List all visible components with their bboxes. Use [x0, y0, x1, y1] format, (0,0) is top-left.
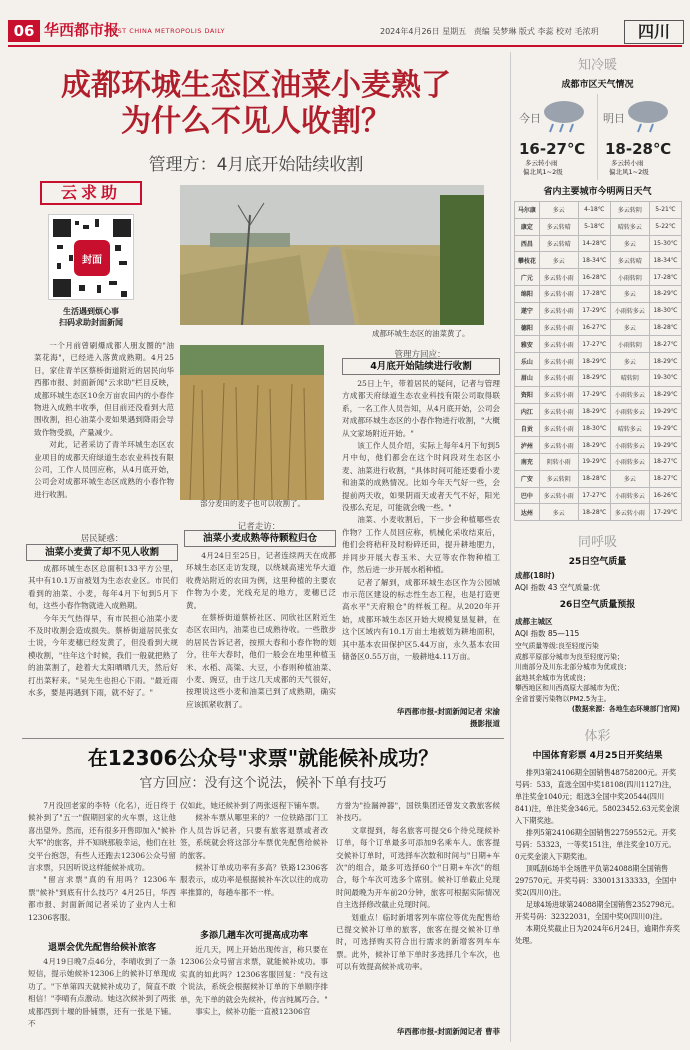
city-weather-row — [515, 487, 682, 504]
story1-headline-line2: 为什么不见人收割？ — [121, 104, 391, 139]
air-line1: 成都平原部分城市为良至轻度污染； — [515, 652, 624, 661]
weather-cell: 19-29℃ — [649, 403, 681, 420]
lottery-p5: 本期兑奖截止日为2024年6月24日，逾期作弃奖处理。 — [515, 923, 680, 945]
weather-cell: 多云转阴 — [610, 202, 649, 219]
weather-cell: 多云 — [610, 235, 649, 252]
story1-byline: 华西都市报-封面新闻记者 宋渝 — [396, 707, 500, 716]
story2-subtitle: 官方回应：没有这个说法，候补下单有技巧 — [139, 776, 387, 791]
weather-title: 成都市区天气情况 — [561, 80, 634, 90]
weather-cell: 多云 — [539, 202, 578, 219]
air-title-today: 25日空气质量 — [568, 557, 627, 568]
city-weather-row — [515, 403, 682, 420]
weather-cell: 19-29℃ — [649, 437, 681, 454]
weather-cell: 多云 — [610, 285, 649, 302]
story2-body2 — [180, 800, 328, 898]
qr-code[interactable] — [48, 214, 134, 300]
air-source: (数据来源：各地生态环境部门官网) — [571, 705, 680, 714]
city-name-cell: 巴中 — [515, 487, 540, 504]
weather-forecast — [511, 94, 684, 182]
city-name-cell: 康定 — [515, 218, 540, 235]
header-rule — [8, 45, 682, 47]
weather-cell: 阴转小雨 — [539, 453, 578, 470]
weather-cell: 18-28℃ — [649, 319, 681, 336]
sub2-heading: 油菜小麦成熟等待颗粒归仓 — [184, 530, 336, 547]
air-section-label: 同呼吸 — [577, 535, 617, 551]
city-weather-row — [515, 369, 682, 386]
story-divider — [22, 738, 504, 739]
story2-sub1: 退票会优先配售给候补旅客 — [47, 943, 156, 953]
story2-body1-p1: 4月19日晚7点46分，李晴收到了一条短信，提示她候补12306上的候补订单现成功了。"下单第四天就候补成功了，简直不敢相信！"李晴有点激动。她这次候补到了两张成都西到十堰的卧铺票，还有一张是下铺。不 — [28, 957, 176, 1029]
editors-line: 责编 吴梦琳 版式 李蕊 校对 毛浓玥 — [473, 27, 599, 36]
weather-cell: 多云转小雨 — [539, 302, 578, 319]
city-weather-row — [515, 420, 682, 437]
sub3-heading: 4月底开始陆续进行收割 — [342, 358, 500, 375]
date-line: 2024年4月26日 星期五 — [380, 27, 467, 36]
weather-cell: 17-29℃ — [649, 504, 681, 521]
tomorrow-label: 明日 — [603, 112, 625, 125]
story2-body4-p2: 文章提到，每名旅客可提交6个待兑现候补订单，每个订单最多可添加9名乘车人。旅客提交候补订单时，可选择车次数和时间与"日期+车次"的组合，最多可选择60个"日期+车次"的组合，每个车次可选多个席别。候补订单截止兑现时间最晚为开车前20分钟，旅客可根据实际情况自主选择修改截止兑现时间。 — [336, 825, 500, 910]
story1-body2 — [186, 550, 336, 730]
sub2-kicker: 记者走访： — [237, 522, 281, 532]
story1-body3-p1: 25日上午，带着居民的疑问，记者与管理方成都天府绿道生态农业科技有限公司取得联系，一名工作人员告知，从4月底开始，公司会对成都环城生态区的小春作物进行收割，"大概从文家场附近开始。" — [342, 379, 500, 438]
help-caption-line1: 生活遇到烦心事 — [63, 307, 119, 316]
photo-wheat-field — [180, 345, 324, 500]
weather-cell: 18-27℃ — [649, 470, 681, 487]
story2-intro — [28, 800, 176, 938]
story2-body4-p3: 划重点！临时新增客列车席位等优先配售给已提交候补订单的旅客，旅客在提交候补订单时，可选择购买符合出行需求的新增客列车车票。此外，候补订单下单时多选择几个车次，也可以有效提高候补成功率。 — [336, 912, 500, 972]
weather-cell: 小雨转多云 — [610, 386, 649, 403]
tomorrow-temp: 18-28℃ — [605, 140, 672, 158]
weather-cell: 18-29℃ — [649, 386, 681, 403]
city-weather-row — [515, 202, 682, 219]
weather-cell: 17-28℃ — [578, 285, 610, 302]
lottery-p3: 顶呱刮6场半全场胜平负第24088期全国销售297570元。开奖号码：330013133333，全国中奖2(四川0)注。 — [515, 863, 677, 897]
weather-cell: 多云 — [610, 353, 649, 370]
today-label: 今日 — [519, 112, 541, 125]
air-area: 成都主城区 — [515, 617, 553, 627]
weather-cell: 15-30℃ — [649, 235, 681, 252]
story2-intro-p1: 7月没回老家的李特（化名），近日终于候补到了"五一"假期回家的火车票，这让他喜出望外。然而，还有很多开售即加入"候补大军"的旅客，并不知晓那般幸运，他们在社交平台抱怨，有些人还跑去12306公众号留言求票，只因听说这样能候补成功。 — [28, 801, 176, 873]
weather-cell: 多云转晴 — [539, 218, 578, 235]
weather-cell: 18-29℃ — [649, 353, 681, 370]
story1-body3-p4: 记者了解到，成都环城生态区作为公园城市示范区建设的标志性生态工程，也是打造更高水平"天府粮仓"的样板工程。从2020年开始，成都环城生态区开始大规模复垦复耕，在这个区域内有10.1万亩土地被划为耕地面积，其中基本农田保护区5.44万亩，永久基本农田储备区0.55万亩，一般耕地4.11万亩。 — [342, 577, 500, 661]
weather-cell: 小雨转多云 — [610, 437, 649, 454]
city-name-cell: 资阳 — [515, 386, 540, 403]
weather-cell: 18-29℃ — [578, 353, 610, 370]
story2-intro-p2: "留言求票"真的有用吗？12306车票"候补"到底有什么技巧？4月25日，华西都市报、封面新闻记者采访了业内人士和12306客服。 — [28, 875, 176, 922]
city-name-cell: 绵阳 — [515, 285, 540, 302]
air-forecast-text — [515, 641, 680, 715]
weather-cell: 16-28℃ — [578, 269, 610, 286]
lottery-results — [515, 767, 680, 947]
forecast-divider — [597, 94, 598, 180]
weather-cell: 多云转小雨 — [539, 336, 578, 353]
city-weather-row — [515, 319, 682, 336]
lottery-p1: 排列3第24106期全国销售48758200元。开奖号码：533，直选全国中奖18108(四川1127)注，单注奖金1040元；组选3全国中奖20544(四川841)注，单注奖金346元。58023452.63元奖金滚入下期奖池。 — [515, 767, 680, 825]
city-weather-row — [515, 386, 682, 403]
air-city: 成都(18时) — [515, 571, 555, 581]
city-name-cell: 泸州 — [515, 437, 540, 454]
weather-cell: 多云转小雨 — [539, 353, 578, 370]
city-name-cell: 达州 — [515, 504, 540, 521]
weather-cell: 小雨转多云 — [610, 302, 649, 319]
today-temp: 16-27℃ — [519, 140, 586, 158]
story2-body4 — [336, 800, 500, 1022]
help-caption — [30, 306, 152, 328]
weather-cell: 多云转小雨 — [539, 386, 578, 403]
city-name-cell: 马尔康 — [515, 202, 540, 219]
city-name-cell: 眉山 — [515, 369, 540, 386]
story2-body2-p2: 候补车票从哪里来的？一位铁路部门工作人员告诉记者，只要有旅客退票或者改签，系统就会将这部分车票优先配售给候补的旅客。 — [180, 813, 328, 860]
city-weather-row — [515, 218, 682, 235]
today-wind: 偏北风1~2级 — [523, 168, 563, 176]
weather-cell: 多云转小雨 — [539, 420, 578, 437]
city-name-cell: 内江 — [515, 403, 540, 420]
weather-cell: 5-21℃ — [649, 202, 681, 219]
weather-section-label: 知冷暖 — [577, 58, 617, 73]
photo-rapeseed-field — [180, 185, 484, 325]
weather-cell: 多云 — [610, 470, 649, 487]
weather-cell: 多云转小雨 — [539, 269, 578, 286]
weather-cell: 多云转小雨 — [539, 319, 578, 336]
lottery-section-label: 体彩 — [584, 728, 611, 744]
help-badge: 云求助 — [40, 181, 142, 205]
help-caption-line2: 扫码求助封面新闻 — [59, 318, 123, 327]
weather-cell: 14-28℃ — [578, 235, 610, 252]
weather-cell: 小雨转多云 — [610, 487, 649, 504]
weather-cell: 18-34℃ — [578, 252, 610, 269]
city-weather-table — [514, 201, 682, 521]
weather-cell: 小雨转多云 — [610, 453, 649, 470]
cloud-rain-icon — [623, 98, 673, 134]
story2-body4-p1: 方誉为"捡漏神器"，国铁集团还曾发文教旅客候补技巧。 — [336, 801, 500, 823]
city-name-cell: 乐山 — [515, 353, 540, 370]
weather-cell: 18-29℃ — [649, 285, 681, 302]
air-line5: 全省首要污染物以PM2.5为主。 — [515, 694, 611, 703]
header-info — [380, 26, 599, 37]
city-table-title: 省内主要城市今明两日天气 — [543, 187, 652, 197]
story1-subtitle: 管理方：4月底开始陆续收割 — [148, 155, 364, 175]
city-weather-row — [515, 453, 682, 470]
tomorrow-desc: 多云转小雨 — [611, 159, 644, 167]
tomorrow-wind: 偏北风1~2级 — [609, 168, 649, 176]
city-weather-row — [515, 470, 682, 487]
weather-cell: 18-27℃ — [649, 336, 681, 353]
weather-cell: 小雨转阴 — [610, 336, 649, 353]
weather-cell: 18-30℃ — [578, 420, 610, 437]
city-weather-row — [515, 285, 682, 302]
wheat-image — [180, 345, 324, 500]
weather-cell: 18-29℃ — [578, 403, 610, 420]
story1-body3 — [342, 378, 500, 706]
story1-body3-p3: 油菜、小麦收割后，下一步会种植哪些农作物？工作人员回应称，机械化采收结束后，他们会将秸秆及时粉碎还田，提升耕地肥力，并同步开展大春玉米、大豆等农作物种植工作，然后进一步开展水稻种植。 — [342, 515, 500, 575]
story1-body1-p2: 今年天气热得早，有市民担心油菜小麦不及时收割会造成损失。蔡桥街道居民张女士说，今年麦穗已经发黄了，但没看到大规模收割，"往年这个时候，我们一般就把熟了的油菜割了，趁着大太阳晒晒几天，然后好打出菜籽来。"吴先生也担心下雨。"最近雨水多，要是再遇到下雨，就不好了。" — [28, 613, 178, 698]
weather-cell: 多云 — [610, 319, 649, 336]
weather-cell: 多云转小雨 — [539, 285, 578, 302]
lottery-p2: 排列5第24106期全国销售22759552元。开奖号码：53323，一等奖151注，单注奖金10万元。0元奖金滚入下期奖池。 — [515, 827, 677, 861]
weather-cell: 多云转晴 — [539, 235, 578, 252]
story2-body1 — [28, 956, 176, 1040]
weather-cell: 多云转小雨 — [610, 504, 649, 521]
weather-cell: 18-28℃ — [578, 470, 610, 487]
air-level: 空气质量等级:良至轻度污染 — [515, 642, 599, 651]
story2-headline: 在12306公众号"求票"就能候补成功？ — [87, 746, 439, 770]
air-line3: 盆地其余城市为优或良； — [515, 673, 590, 682]
weather-cell: 16-27℃ — [578, 319, 610, 336]
story1-headline-line1: 成都环城生态区油菜小麦熟了 — [61, 68, 451, 103]
story2-body3-p1: 近几天，网上开始出现传言，称只要在12306公众号留言求票，就能候补成功。事实真的如此吗？12306客服回复："没有这个说法，系统会根据候补订单的下单顺序排单，先下单的就会先候补，传言纯属巧合。" — [180, 945, 328, 1004]
section-label: 四川 — [624, 20, 684, 44]
weather-cell: 17-29℃ — [578, 386, 610, 403]
weather-cell: 小雨转多云 — [610, 403, 649, 420]
city-name-cell: 雅安 — [515, 336, 540, 353]
city-weather-row — [515, 252, 682, 269]
city-weather-row — [515, 336, 682, 353]
weather-cell: 多云转晴 — [610, 252, 649, 269]
weather-cell: 5-22℃ — [649, 218, 681, 235]
weather-cell: 18-29℃ — [578, 369, 610, 386]
page-number: 06 — [8, 20, 40, 42]
story1-body3-p2: 该工作人员介绍，实际上每年4月下旬到5月中旬，他们都会在这个时间段对生态区小麦、油菜进行收割，"具体时间可能还要看小麦和油菜的成熟情况。比如今年天气好一些，会提前两天收，如果阴雨天或者天气不好，阳光没那么充足，可能就会晚一些。" — [342, 441, 500, 513]
weather-cell: 18-29℃ — [578, 437, 610, 454]
weather-cell: 多云转小雨 — [539, 487, 578, 504]
weather-cell: 18-28℃ — [578, 504, 610, 521]
lottery-p4: 足球4场进球第24088期全国销售2352798元。开奖号码：32322031，全国中奖0(四川0)注。 — [515, 899, 679, 921]
story2-body3-p2: 事实上，候补功能一直被12306官 — [195, 1007, 311, 1017]
sub1-kicker: 居民疑惑： — [80, 534, 124, 544]
newspaper-logo-english: WEST CHINA METROPOLIS DAILY — [106, 27, 225, 35]
city-weather-row — [515, 437, 682, 454]
story1-body1 — [28, 563, 178, 735]
city-weather-row — [515, 302, 682, 319]
weather-cell: 小雨转阴 — [610, 269, 649, 286]
rain-cloud-icon — [539, 98, 589, 134]
story1-intro-p2: 对此，记者采访了青羊环城生态区农业项目的成都天府绿道生态农业科技有限公司，工作人员回应称，从4月底开始，公司会对成都环城生态区成熟的小春作物进行收割。 — [34, 440, 174, 499]
weather-cell: 多云 — [539, 252, 578, 269]
weather-cell: 18-30℃ — [649, 302, 681, 319]
city-name-cell: 自贡 — [515, 420, 540, 437]
weather-cell: 17-27℃ — [578, 487, 610, 504]
air-aqi-today: AQI 指数 43 空气质量:优 — [515, 583, 600, 593]
weather-cell: 17-29℃ — [578, 302, 610, 319]
weather-cell: 5-18℃ — [578, 218, 610, 235]
city-name-cell: 广元 — [515, 269, 540, 286]
weather-cell: 19-30℃ — [649, 369, 681, 386]
qr-label: 封面 — [82, 255, 102, 266]
air-line4: 攀西地区和川西高原大部城市为优； — [515, 684, 624, 693]
sub1-heading: 油菜小麦黄了却不见人收割 — [26, 544, 178, 561]
air-aqi-range: AQI 指数 85—115 — [515, 629, 580, 639]
story1-intro-p1: 一个月前曾刷爆成都人朋友圈的"油菜花海"，已经进入落黄成熟期。4月25日，家住青羊区蔡桥街道附近的居民向华西都市报、封面新闻"云求助"栏目反映，成都环城生态区10余万亩农田内的小春作物进入成熟丰收季，但目前还没看到大范围收割，担心油菜小麦如果遇到降雨会导致作物受损，产量减少。 — [34, 341, 174, 437]
story1-byline2: 摄影报道 — [470, 719, 500, 728]
field-path-image — [180, 185, 484, 325]
weather-cell: 晴转阴 — [610, 369, 649, 386]
story2-body2-p3: 候补订单成功率有多高？铁路12306客服表示，成功率是根据候补车次以往的成功率推算的，每趟车都不一样。 — [180, 863, 328, 897]
story1-body1-p1: 成都环城生态区总面积133平方公里，其中有10.1万亩被划为生态农业区。市民们看到的油菜、小麦，每年4月下旬到5月下旬，这些小春作物就进入成熟期。 — [28, 564, 178, 611]
weather-cell: 19-29℃ — [649, 420, 681, 437]
weather-cell: 4-18℃ — [578, 202, 610, 219]
weather-cell: 多云转小雨 — [539, 437, 578, 454]
story1-body2-p1: 4月24日至25日，记者连续两天在成都环城生态区走访发现，以绕城高速光华大道收费站附近的农田为例，这里种植的主要农作物为小麦，光线充足的地方，麦穗已泛黄。 — [186, 551, 336, 610]
lottery-title: 中国体育彩票 4月25日开奖结果 — [532, 750, 663, 761]
weather-cell: 16-26℃ — [649, 487, 681, 504]
photo2-caption: 部分麦田的麦子也可以收割了。 — [200, 499, 305, 508]
weather-cell: 多云转小雨 — [539, 369, 578, 386]
weather-cell: 多云转阴 — [539, 470, 578, 487]
weather-cell: 18-27℃ — [649, 453, 681, 470]
city-name-cell: 攀枝花 — [515, 252, 540, 269]
city-weather-row — [515, 504, 682, 521]
story2-sub2: 多添几趟车次可提高成功率 — [199, 931, 308, 941]
story2-body2-p1: 仅如此，她还候补到了两张返程下铺车票。 — [180, 801, 325, 810]
city-weather-row — [515, 353, 682, 370]
weather-cell: 晴转多云 — [610, 420, 649, 437]
weather-cell: 19-29℃ — [578, 453, 610, 470]
today-desc: 多云转小雨 — [525, 159, 558, 167]
city-weather-row — [515, 269, 682, 286]
weather-cell: 18-34℃ — [649, 252, 681, 269]
city-weather-row — [515, 235, 682, 252]
city-name-cell: 西昌 — [515, 235, 540, 252]
weather-cell: 17-27℃ — [578, 336, 610, 353]
story1-body2-p2: 在蔡桥街道蔡桥社区、同欣社区附近生态区农田内，油菜也已成熟待收。一些散步的居民告诉记者，按照大春和小春作物的划分，往年大春时，他们一般会在地里种植玉米、水稻、高粱、大豆，小春则种植油菜、小麦、豌豆，由于这几天成都的天气很好，按理说这些小麦和油菜已到了成熟期，确实应该抓紧收割了。 — [186, 613, 336, 709]
city-name-cell: 广安 — [515, 470, 540, 487]
newspaper-logo: 华西都市报 — [44, 21, 120, 39]
weather-cell: 晴转多云 — [610, 218, 649, 235]
city-name-cell: 南充 — [515, 453, 540, 470]
story1-intro — [34, 340, 174, 530]
weather-cell: 多云 — [539, 504, 578, 521]
sub3-kicker: 管理方回应： — [394, 350, 446, 360]
air-line2: 川南部分及川东北部分城市为优或良； — [515, 663, 631, 672]
city-name-cell: 遂宁 — [515, 302, 540, 319]
story2-byline: 华西都市报-封面新闻记者 曹菲 — [396, 1027, 500, 1036]
photo1-caption: 成都环城生态区的油菜黄了。 — [372, 329, 470, 338]
sidebar — [510, 52, 684, 1042]
air-title-forecast: 26日空气质量预报 — [559, 600, 636, 611]
weather-cell: 多云转小雨 — [539, 403, 578, 420]
story2-body3 — [180, 944, 328, 1040]
weather-cell: 17-28℃ — [649, 269, 681, 286]
page-header — [0, 0, 690, 46]
city-name-cell: 德阳 — [515, 319, 540, 336]
